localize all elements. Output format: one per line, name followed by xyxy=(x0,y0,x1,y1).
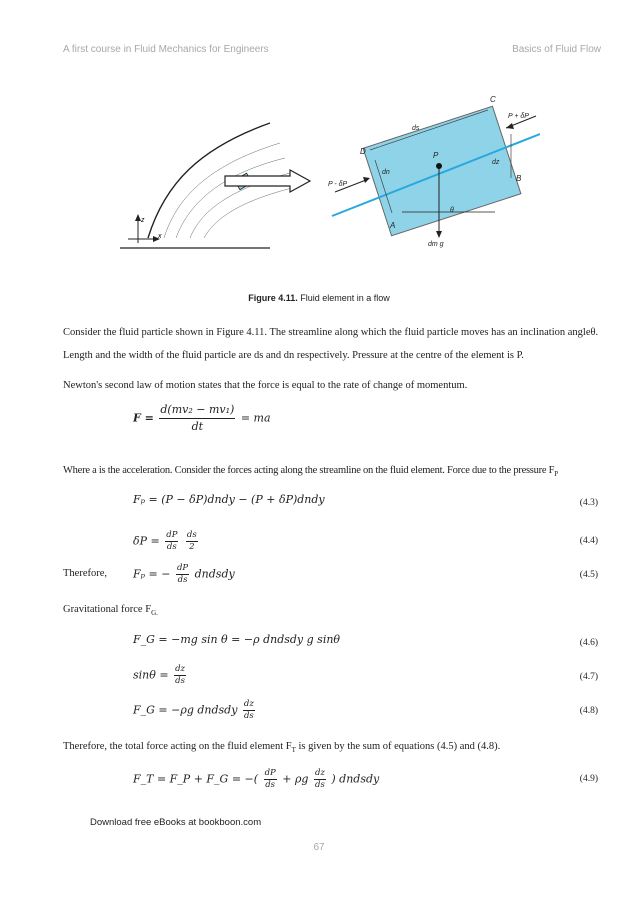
corner-a-label: A xyxy=(390,221,396,230)
eq49-rhs: ) dndsdy xyxy=(331,772,380,786)
paragraph-4-sub: T xyxy=(291,746,296,755)
page-number: 67 xyxy=(313,842,325,853)
gravitational-force-label xyxy=(63,604,158,617)
eq-number-4-3: (4.3) xyxy=(579,498,598,508)
eq-number-4-5: (4.5) xyxy=(579,570,598,580)
fluid-element-figure xyxy=(120,88,540,288)
eq-number-4-6: (4.6) xyxy=(579,638,598,648)
paragraph-4-tail: is given by the sum of equations (4.5) and (4.8). xyxy=(295,741,501,752)
eq49-d2: ds xyxy=(315,780,325,790)
eq48-lhs: F_G = −ρg dndsdy xyxy=(133,703,238,717)
dn-label: dn xyxy=(382,169,390,176)
eq45-rhs: dndsdy xyxy=(194,567,235,581)
zoom-arrow-icon xyxy=(225,170,310,192)
equation-4-9 xyxy=(133,768,379,791)
corner-b-label: B xyxy=(516,174,522,183)
figure-number: Figure 4.11. xyxy=(248,293,298,303)
eq44-d2: 2 xyxy=(189,542,195,552)
newton-numerator: d(mv₂ − mv₁) xyxy=(159,402,235,419)
newton-denominator: dt xyxy=(191,420,204,433)
p-minus-label: P - δP xyxy=(328,181,348,188)
grav-sub: G. xyxy=(151,609,158,618)
paragraph-3 xyxy=(63,459,601,486)
ds-label: ds xyxy=(412,125,420,132)
eq-number-4-7: (4.7) xyxy=(579,672,598,682)
paragraph-2: Newton's second law of motion states that the force is equal to the rate of change of momentum. xyxy=(63,380,468,391)
corner-c-label: C xyxy=(490,95,496,104)
p-plus-label: P + δP xyxy=(508,113,529,120)
eq-number-4-4: (4.4) xyxy=(579,536,598,546)
dz-label: dz xyxy=(492,159,500,166)
eq47-n: dz xyxy=(175,664,186,674)
eq-number-4-9: (4.9) xyxy=(579,774,598,784)
equation-4-7 xyxy=(133,664,188,687)
equation-4-8 xyxy=(133,699,257,722)
eq49-n1: dP xyxy=(264,768,276,778)
footer-download-link[interactable]: Download free eBooks at bookboon.com xyxy=(90,817,262,828)
eq45-n: dP xyxy=(176,563,189,573)
equation-4-3: Fₚ = (P − δP)dndy − (P + δP)dndy xyxy=(133,493,325,506)
therefore-label: Therefore, xyxy=(63,568,108,579)
eq47-d: ds xyxy=(175,676,185,686)
eq44-lhs: δP = xyxy=(133,534,160,548)
paragraph-4-text: Therefore, the total force acting on the fluid element F xyxy=(63,741,292,752)
eq45-lhs: Fₚ = − xyxy=(133,567,171,581)
eq49-d1: ds xyxy=(265,780,276,790)
axis-z-label: z xyxy=(141,217,145,224)
eq49-mid: + ρg xyxy=(282,772,309,786)
weight-label: dm g xyxy=(428,241,444,248)
running-header-chapter: Basics of Fluid Flow xyxy=(512,44,601,55)
eq48-n: dz xyxy=(243,699,254,709)
paragraph-3-sub: P xyxy=(554,470,558,479)
grav-text: Gravitational force F xyxy=(63,604,152,615)
eq49-n2: dz xyxy=(314,768,325,778)
paragraph-4 xyxy=(63,735,601,762)
eq44-d1: ds xyxy=(166,542,177,552)
centre-p-label: P xyxy=(433,151,439,160)
equation-4-6: F_G = −mg sin θ = −ρ dndsdy g sinθ xyxy=(133,633,341,646)
eq44-n1: dP xyxy=(166,530,178,540)
eq48-d: ds xyxy=(243,711,254,721)
eq-number-4-8: (4.8) xyxy=(579,706,598,716)
newton-rhs: = ma xyxy=(240,411,271,425)
figure-caption-text: Fluid element in a flow xyxy=(297,293,390,303)
eq45-d: ds xyxy=(177,575,188,585)
newton-lhs: F = xyxy=(133,411,154,425)
figure-caption xyxy=(0,293,638,303)
eq44-n2: ds xyxy=(186,530,197,540)
eq49-lhs: F_T = F_P + F_G = −( xyxy=(133,772,259,786)
equation-4-4 xyxy=(133,530,200,553)
running-header-title: A first course in Fluid Mechanics for Engineers xyxy=(63,44,269,55)
equation-4-5 xyxy=(133,563,235,586)
paragraph-3-text: Where a is the acceleration. Consider the forces acting along the streamline on the fluid element. Force due to the pressure F xyxy=(63,465,555,476)
theta-label: θ xyxy=(450,207,454,214)
equation-newton xyxy=(133,402,271,435)
paragraph-1: Consider the fluid particle shown in Figure 4.11. The streamline along which the fluid particle moves has an inclination angleθ. Length and the width of the fluid particle are ds and dn respectively. Pressure at the centre of the element is P. xyxy=(63,327,599,361)
eq47-lhs: sinθ = xyxy=(133,668,169,682)
corner-d-label: D xyxy=(360,147,366,156)
axis-x-label: x xyxy=(158,233,162,240)
